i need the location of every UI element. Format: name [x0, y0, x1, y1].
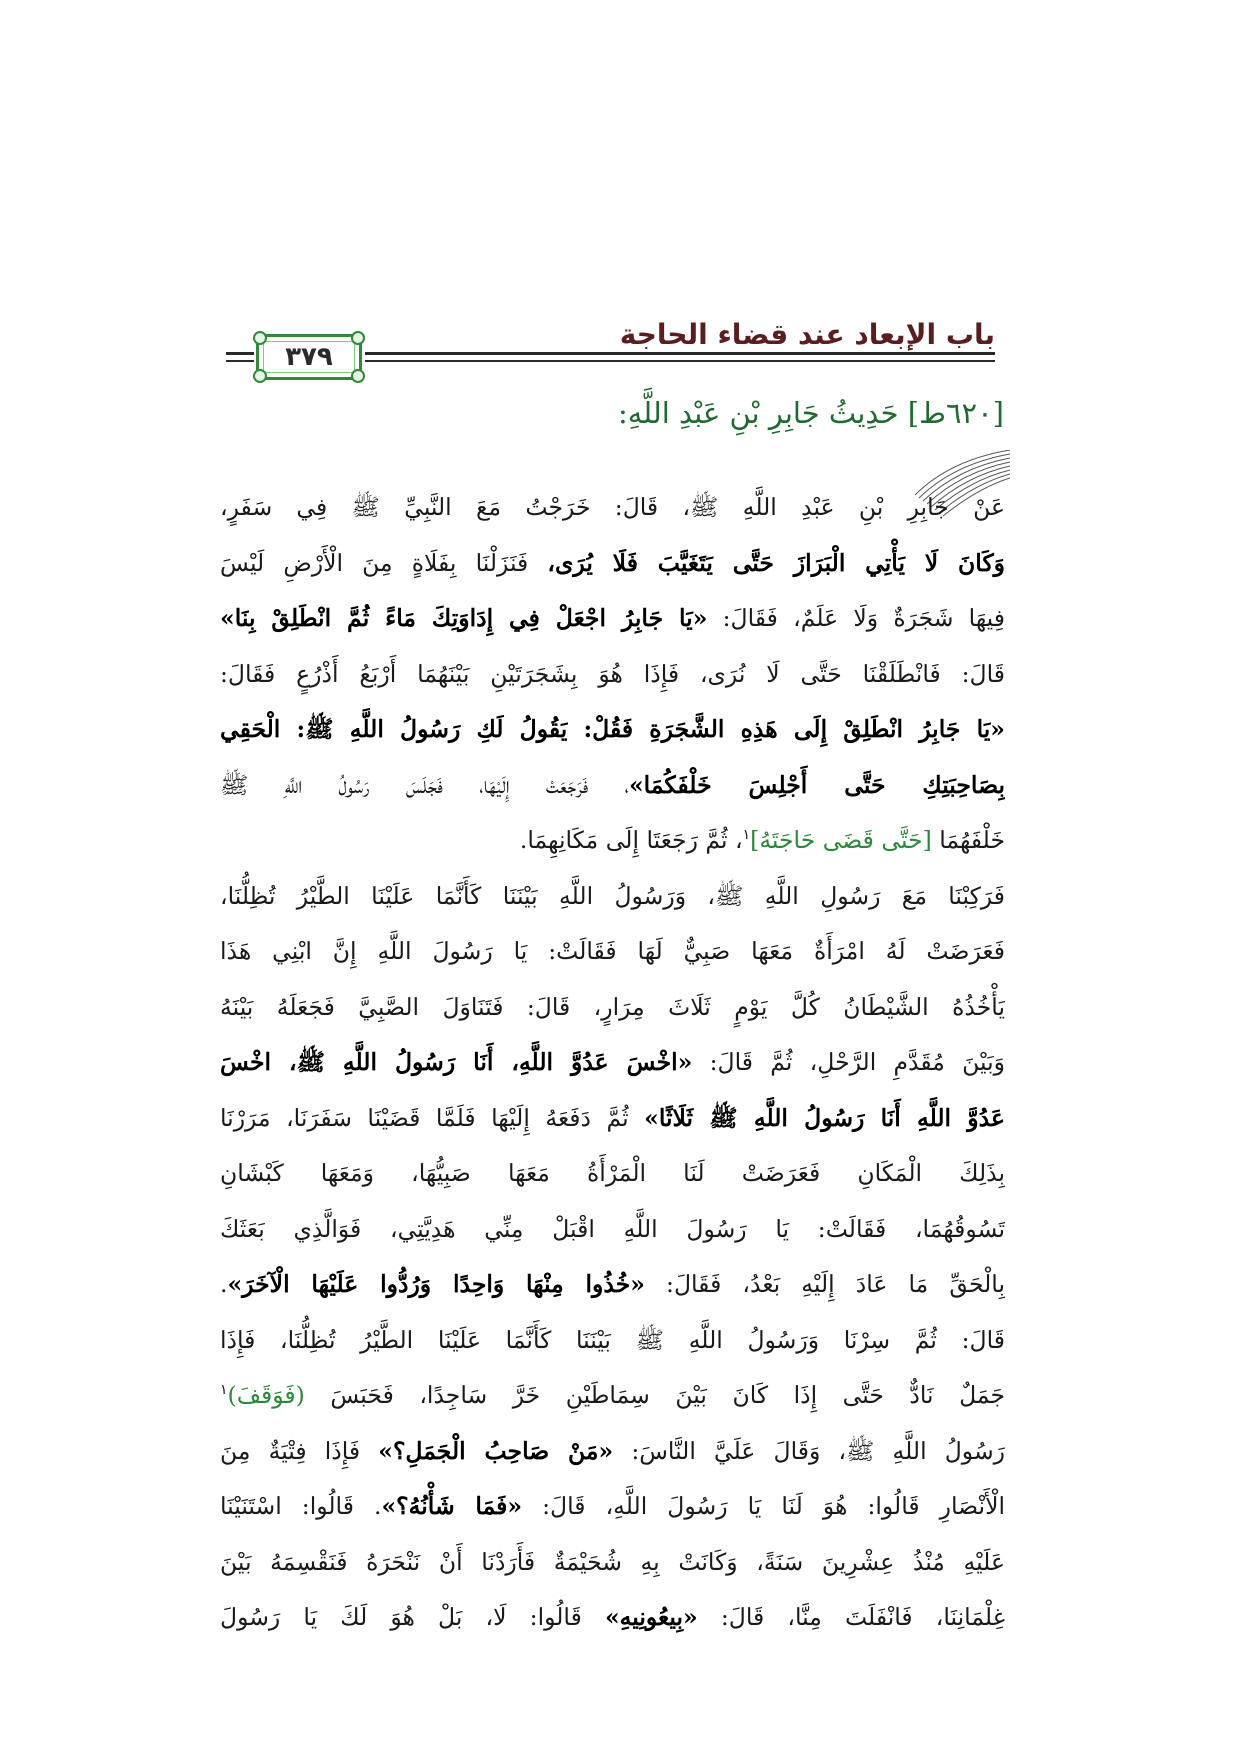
- text-segment: فَرَكِبْنَا مَعَ رَسُولِ اللَّهِ ﷺ، وَرَسُولُ اللَّهِ بَيْنَنَا كَأَنَّمَا عَلَيْنَا الطَّيْرُ تُظِلُّنَا،: [220, 881, 1005, 910]
- text-line: [220, 1035, 1005, 1091]
- text-segment: بِالْحَقِّ مَا عَادَ إِلَيْهِ بَعْدُ، فَقَالَ:: [644, 1270, 1005, 1298]
- text-segment: عَلَيْهِ مُنْذُ عِشْرِينَ سَنَةً، وَكَانَتْ بِهِ شُحَيْمَةٌ فَأَرَدْنَا أَنْ نَنْحَرَهُ فَنَقْسِمَهُ بَيْنَ: [220, 1547, 1005, 1576]
- header-rule: [365, 352, 995, 355]
- text-segment: تَسُوقُهُمَا، فَقَالَتْ: يَا رَسُولَ اللَّهِ اقْبَلْ مِنِّي هَدِيَّتِي، فَوَالَّذِي بَعَثَكَ: [220, 1214, 1005, 1243]
- text-line: [220, 1313, 1005, 1369]
- prophetic-speech: «مَنْ صَاحِبُ الْجَمَلِ؟»: [378, 1436, 614, 1465]
- hadith-body: [220, 480, 1005, 1646]
- text-segment: ، ثُمَّ رَجَعَتَا إِلَى مَكَانِهِمَا.: [519, 826, 743, 854]
- text-segment: ثُمَّ دَفَعَهُ إِلَيْهَا فَلَمَّا قَضَيْنَا سَفَرَنَا، مَرَرْنَا: [220, 1103, 645, 1132]
- text-segment: الْأَنْصَارِ قَالُوا: هُوَ لَنَا يَا رَسُولَ اللَّهِ، قَالَ:: [522, 1492, 1005, 1520]
- text-segment: .: [220, 1270, 228, 1298]
- text-line: [220, 591, 1005, 647]
- text-line: [220, 702, 1005, 758]
- text-segment: رَسُولُ اللَّهِ ﷺ، وَقَالَ عَلَيَّ النَّاسَ:: [613, 1436, 1005, 1465]
- text-segment: غِلْمَانِنَا، فَانْفَلَتَ مِنَّا، قَالَ:: [697, 1603, 1005, 1631]
- text-segment: فَنَزَلْنَا بِفَلَاةٍ مِنَ الْأَرْضِ لَيْسَ: [220, 548, 548, 577]
- prophetic-speech: «بِيعُونِيهِ»: [604, 1603, 698, 1631]
- text-line: [220, 1146, 1005, 1202]
- text-segment: فِيهَا شَجَرَةٌ وَلَا عَلَمٌ، فَقَالَ:: [707, 604, 1005, 632]
- text-line: [220, 647, 1005, 703]
- page-number-badge: [256, 334, 362, 380]
- text-line: [220, 758, 1005, 814]
- variant-reading: [حَتَّى قَضَى حَاجَتَهُ]: [750, 826, 932, 854]
- text-segment: قَالُوا: لَا، بَلْ هُوَ لَكَ يَا رَسُولَ: [220, 1603, 605, 1631]
- text-segment: فَعَرَضَتْ لَهُ امْرَأَةٌ مَعَهَا صَبِيٌّ لَهَا فَقَالَتْ: يَا رَسُولَ اللَّهِ إِنَّ ابْنِي هَذَا: [220, 937, 1005, 965]
- text-segment: . قَالُوا: اسْتَنَيْنَا: [220, 1492, 382, 1520]
- chapter-title: باب الإبعاد عند قضاء الحاجة: [619, 318, 995, 351]
- text-line: [220, 1091, 1005, 1147]
- text-line: [220, 480, 1005, 536]
- prophetic-speech: «يَا جَابِرُ اجْعَلْ فِي إِدَاوَتِكَ مَاءً ثُمَّ انْطَلِقْ بِنَا»: [220, 604, 708, 632]
- text-segment: قَالَ: فَانْطَلَقْنَا حَتَّى لَا نُرَى، فَإِذَا هُوَ بِشَجَرَتَيْنِ بَيْنَهُمَا أَرْبَعُ أَذْرُعٍ فَقَالَ:: [220, 659, 1005, 688]
- hadith-number: [٦٢٠ط]: [907, 396, 1004, 430]
- header-rule-left-thin: [226, 360, 254, 362]
- prophetic-speech: «فَمَا شَأْنُهُ؟»: [381, 1492, 523, 1520]
- text-line: [220, 1257, 1005, 1313]
- prophetic-speech: «يَا جَابِرُ انْطَلِقْ إِلَى هَذِهِ الشَّجَرَةِ فَقُلْ: يَقُولُ لَكِ رَسُولُ اللَّهِ ﷺ: الْحَقِي: [220, 715, 1005, 743]
- text-segment: فَإِذَا فِتْيَةٌ مِنَ: [220, 1436, 379, 1465]
- text-line: [220, 1424, 1005, 1480]
- text-line: [220, 1590, 1005, 1646]
- footnote-marker: ١: [220, 1382, 228, 1399]
- text-segment: عَنْ جَابِرِ بْنِ عَبْدِ اللَّهِ ﷺ، قَالَ: خَرَجْتُ مَعَ النَّبِيِّ ﷺ فِي سَفَرٍ،: [220, 493, 1005, 521]
- text-line: [220, 869, 1005, 925]
- text-line: [220, 1202, 1005, 1258]
- text-line: [220, 1535, 1005, 1591]
- text-segment: يَأْخُذُهُ الشَّيْطَانُ كُلَّ يَوْمٍ ثَلَاثَ مِرَارٍ، قَالَ: فَتَنَاوَلَ الصَّبِيَّ فَجَعَلَهُ بَيْنَهُ: [220, 992, 1005, 1021]
- prophetic-speech: وَكَانَ لَا يَأْتِي الْبَرَازَ حَتَّى يَتَغَيَّبَ فَلَا يُرَى،: [547, 548, 1005, 577]
- variant-reading: (فَوَقَفَ): [227, 1381, 305, 1409]
- section-heading: [224, 396, 1004, 430]
- text-segment: جَمَلٌ نَادٌّ حَتَّى إِذَا كَانَ بَيْنَ سِمَاطَيْنِ خَرَّ سَاجِدًا، فَحَبَسَ: [304, 1381, 1005, 1409]
- header-rule-thin: [365, 360, 995, 362]
- text-segment: وَبَيْنَ مُقَدَّمِ الرَّحْلِ، ثُمَّ قَالَ:: [692, 1048, 1005, 1076]
- text-line: [220, 1479, 1005, 1535]
- text-line: [220, 813, 1005, 869]
- text-segment: ، فَرَجَعَتْ إِلَيْهَا، فَجَلَسَ رَسُولُ اللَّهِ ﷺ: [220, 770, 629, 799]
- text-segment: قَالَ: ثُمَّ سِرْنَا وَرَسُولُ اللَّهِ ﷺ بَيْنَنَا كَأَنَّمَا عَلَيْنَا الطَّيْرُ تُظِلُّنَا، فَإِذَا: [220, 1325, 1005, 1354]
- text-segment: خَلْفَهُمَا: [931, 826, 1005, 854]
- text-segment: بِذَلِكَ الْمَكَانِ فَعَرَضَتْ لَنَا الْمَرْأَةُ مَعَهَا صَبِيُّهَا، وَمَعَهَا كَبْشَانِ: [220, 1159, 1005, 1187]
- footnote-marker: ١: [742, 827, 751, 844]
- text-line: [220, 536, 1005, 592]
- text-line: [220, 1368, 1005, 1424]
- page-number: ٣٧٩: [285, 342, 333, 372]
- text-line: [220, 924, 1005, 980]
- prophetic-speech: «اخْسَ عَدُوَّ اللَّهِ، أَنَا رَسُولُ اللَّهِ ﷺ، اخْسَ: [220, 1048, 693, 1076]
- prophetic-speech: «خُذُوا مِنْهَا وَاحِدًا وَرُدُّوا عَلَيْهَا الْآخَرَ»: [227, 1270, 645, 1298]
- hadith-title: حَدِيثُ جَابِرِ بْنِ عَبْدِ اللَّهِ:: [617, 396, 899, 430]
- text-line: [220, 980, 1005, 1036]
- header-rule-left: [226, 352, 254, 355]
- prophetic-speech: عَدُوَّ اللَّهِ أَنَا رَسُولُ اللَّهِ ﷺ ثَلَاثًا»: [644, 1103, 1005, 1132]
- prophetic-speech: بِصَاحِبَتِكِ حَتَّى أَجْلِسَ خَلْفَكُمَا»: [628, 770, 1005, 799]
